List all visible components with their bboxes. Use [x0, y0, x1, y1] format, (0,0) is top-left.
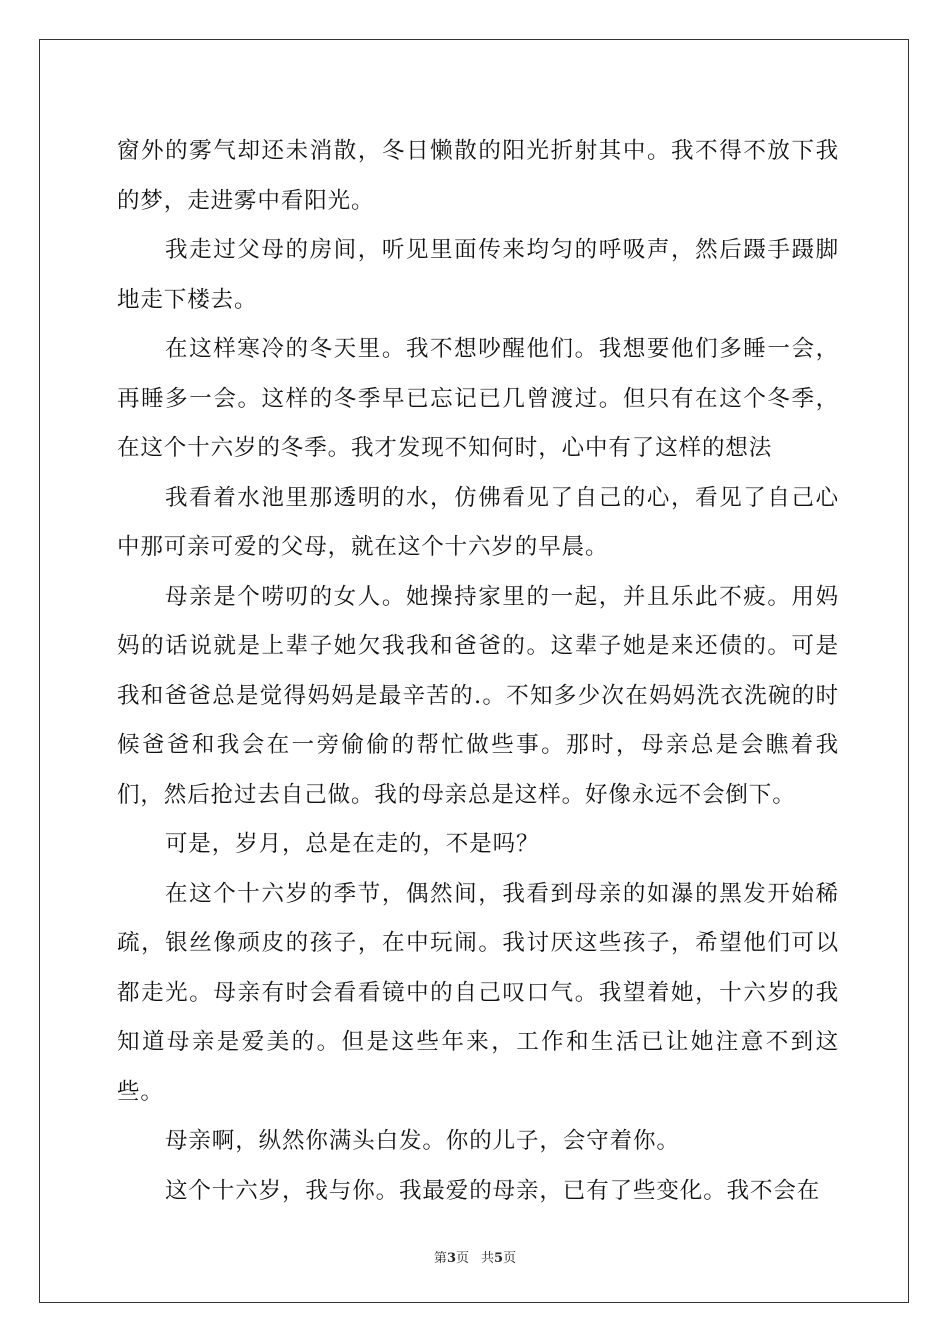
current-page-number: 3 [446, 1251, 456, 1266]
paragraph-9: 这个十六岁，我与你。我最爱的母亲，已有了些变化。我不会在 [165, 1177, 821, 1204]
paragraph-7: 在这个十六岁的季节，偶然间，我看到母亲的如瀑的黑发开始稀疏，银丝像顽皮的孩子，在中玩闹。我讨厌这些孩子，希望他们可以都走光。母亲有时会看看镜中的自己叹口气。我望着她，十六岁的我知道母亲是爱美的。但是这些年来，工作和生活已让她注意不到这些。 [117, 880, 839, 1105]
page-prefix: 第 [433, 1251, 447, 1266]
paragraph-6: 可是，岁月，总是在走的，不是吗？ [165, 831, 540, 857]
paragraph-3: 在这样寒冷的冬天里。我不想吵醒他们。我想要他们多睡一会，再睡多一会。这样的冬季早已忘记已几曾渡过。但只有在这个冬季，在这个十六岁的冬季。我才发现不知何时，心中有了这样的想法 [117, 336, 839, 461]
paragraph-1: 窗外的雾气却还未消散，冬日懒散的阳光折射其中。我不得不放下我的梦，走进雾中看阳光。 [117, 138, 839, 214]
total-unit: 页 [503, 1251, 517, 1266]
total-page-number: 5 [494, 1251, 504, 1266]
paragraph-2: 我走过父母的房间，听见里面传来均匀的呼吸声，然后蹑手蹑脚地走下楼去。 [117, 237, 839, 313]
page-footer [0, 1247, 950, 1266]
paragraph-8: 母亲啊，纵然你满头白发。你的儿子，会守着你。 [165, 1128, 680, 1154]
paragraph-5: 母亲是个唠叨的女人。她操持家里的一起，并且乐此不疲。用妈妈的话说就是上辈子她欠我我和爸爸的。这辈子她是来还债的。可是我和爸爸总是觉得妈妈是最辛苦的.。不知多少次在妈妈洗衣洗碗的时候爸爸和我会在一旁偷偷的帮忙做些事。那时，母亲总是会瞧着我们，然后抢过去自己做。我的母亲总是这样。好像永远不会倒下。 [117, 583, 839, 808]
document-body [117, 127, 839, 1216]
paragraph-4: 我看着水池里那透明的水，仿佛看见了自己的心，看见了自己心中那可亲可爱的父母，就在这个十六岁的早晨。 [117, 484, 839, 560]
total-prefix: 共 [481, 1251, 495, 1266]
page-unit: 页 [455, 1251, 469, 1266]
